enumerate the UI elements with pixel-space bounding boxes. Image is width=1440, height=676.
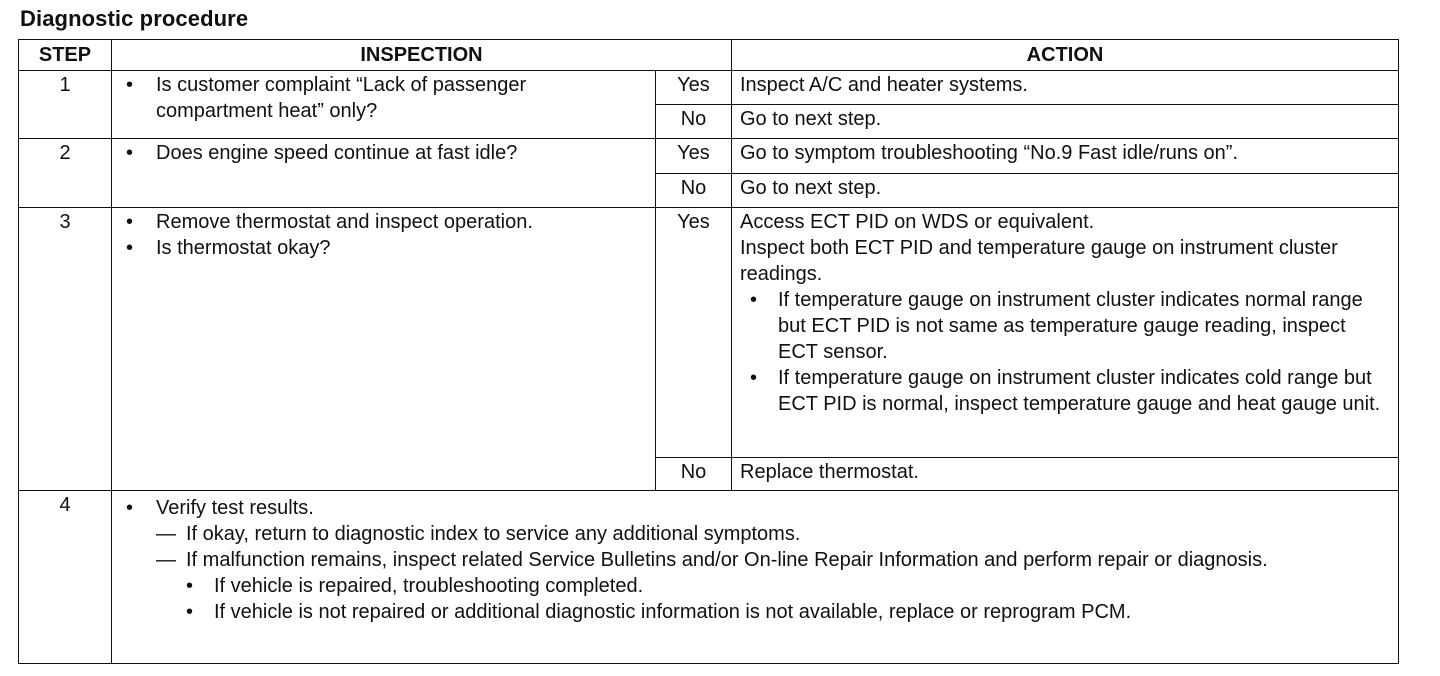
step-number: 3 [19, 208, 112, 491]
action-line: Access ECT PID on WDS or equivalent. [740, 211, 1095, 233]
inspection-cell [112, 71, 656, 139]
page-title: Diagnostic procedure [20, 6, 249, 31]
header-row [19, 40, 1399, 71]
diagnostic-table [18, 39, 1399, 664]
step-number: 2 [19, 139, 112, 208]
list-item: — If malfunction remains, inspect related Service Bulletins and/or On-line Repair Information and perform repair or diagnosis. [156, 549, 1268, 571]
inspection-cell [112, 208, 656, 491]
step-number: 4 [19, 491, 112, 664]
list-item: — If okay, return to diagnostic index to service any additional symptoms. [156, 523, 801, 545]
no-action: Go to next step. [732, 105, 1399, 139]
bullet-icon: • [126, 237, 134, 259]
inspection-cell [112, 139, 656, 208]
bullet-icon: • [186, 575, 194, 597]
yes-label: Yes [656, 71, 732, 105]
list-item: • Is customer complaint “Lack of passenger compartment heat” only? [126, 74, 527, 122]
dash-icon: — [156, 549, 176, 571]
bullet-icon: • [186, 601, 194, 623]
table-row [19, 71, 1399, 105]
header-step: STEP [19, 40, 112, 71]
list-item: • If temperature gauge on instrument cluster indicates normal range but ECT PID is not same as temperature gauge reading, inspect ECT sensor. [750, 289, 1363, 363]
list-item: • Does engine speed continue at fast idle? [126, 142, 518, 164]
bullet-icon: • [126, 74, 134, 96]
no-label: No [656, 174, 732, 208]
no-label: No [656, 105, 732, 139]
action-line: Inspect both ECT PID and temperature gauge on instrument cluster readings. [740, 237, 1338, 285]
table-row [19, 491, 1399, 664]
list-item: • If vehicle is repaired, troubleshooting completed. [186, 575, 644, 597]
bullet-icon: • [126, 497, 134, 519]
header-inspection: INSPECTION [112, 40, 732, 71]
table-row [19, 208, 1399, 458]
step-number: 1 [19, 71, 112, 139]
no-action: Go to next step. [732, 174, 1399, 208]
bullet-icon: • [750, 367, 758, 389]
bullet-icon: • [126, 211, 134, 233]
bullet-icon: • [750, 289, 758, 311]
yes-action [732, 208, 1399, 458]
list-item: • If vehicle is not repaired or additional diagnostic information is not available, replace or reprogram PCM. [186, 601, 1132, 623]
table-row [19, 139, 1399, 174]
list-item: • Remove thermostat and inspect operation. [126, 211, 533, 233]
list-item: • If temperature gauge on instrument cluster indicates cold range but ECT PID is normal, inspect temperature gauge and heat gauge unit. [750, 367, 1381, 415]
dash-icon: — [156, 523, 176, 545]
yes-action: Go to symptom troubleshooting “No.9 Fast idle/runs on”. [732, 139, 1399, 174]
header-action: ACTION [732, 40, 1399, 71]
no-label: No [656, 458, 732, 491]
list-item: • Is thermostat okay? [126, 237, 331, 259]
list-item: • Verify test results. [126, 497, 314, 519]
yes-action: Inspect A/C and heater systems. [732, 71, 1399, 105]
yes-label: Yes [656, 139, 732, 174]
no-action: Replace thermostat. [732, 458, 1399, 491]
bullet-icon: • [126, 142, 134, 164]
yes-label: Yes [656, 208, 732, 458]
inspection-cell [112, 491, 1399, 664]
